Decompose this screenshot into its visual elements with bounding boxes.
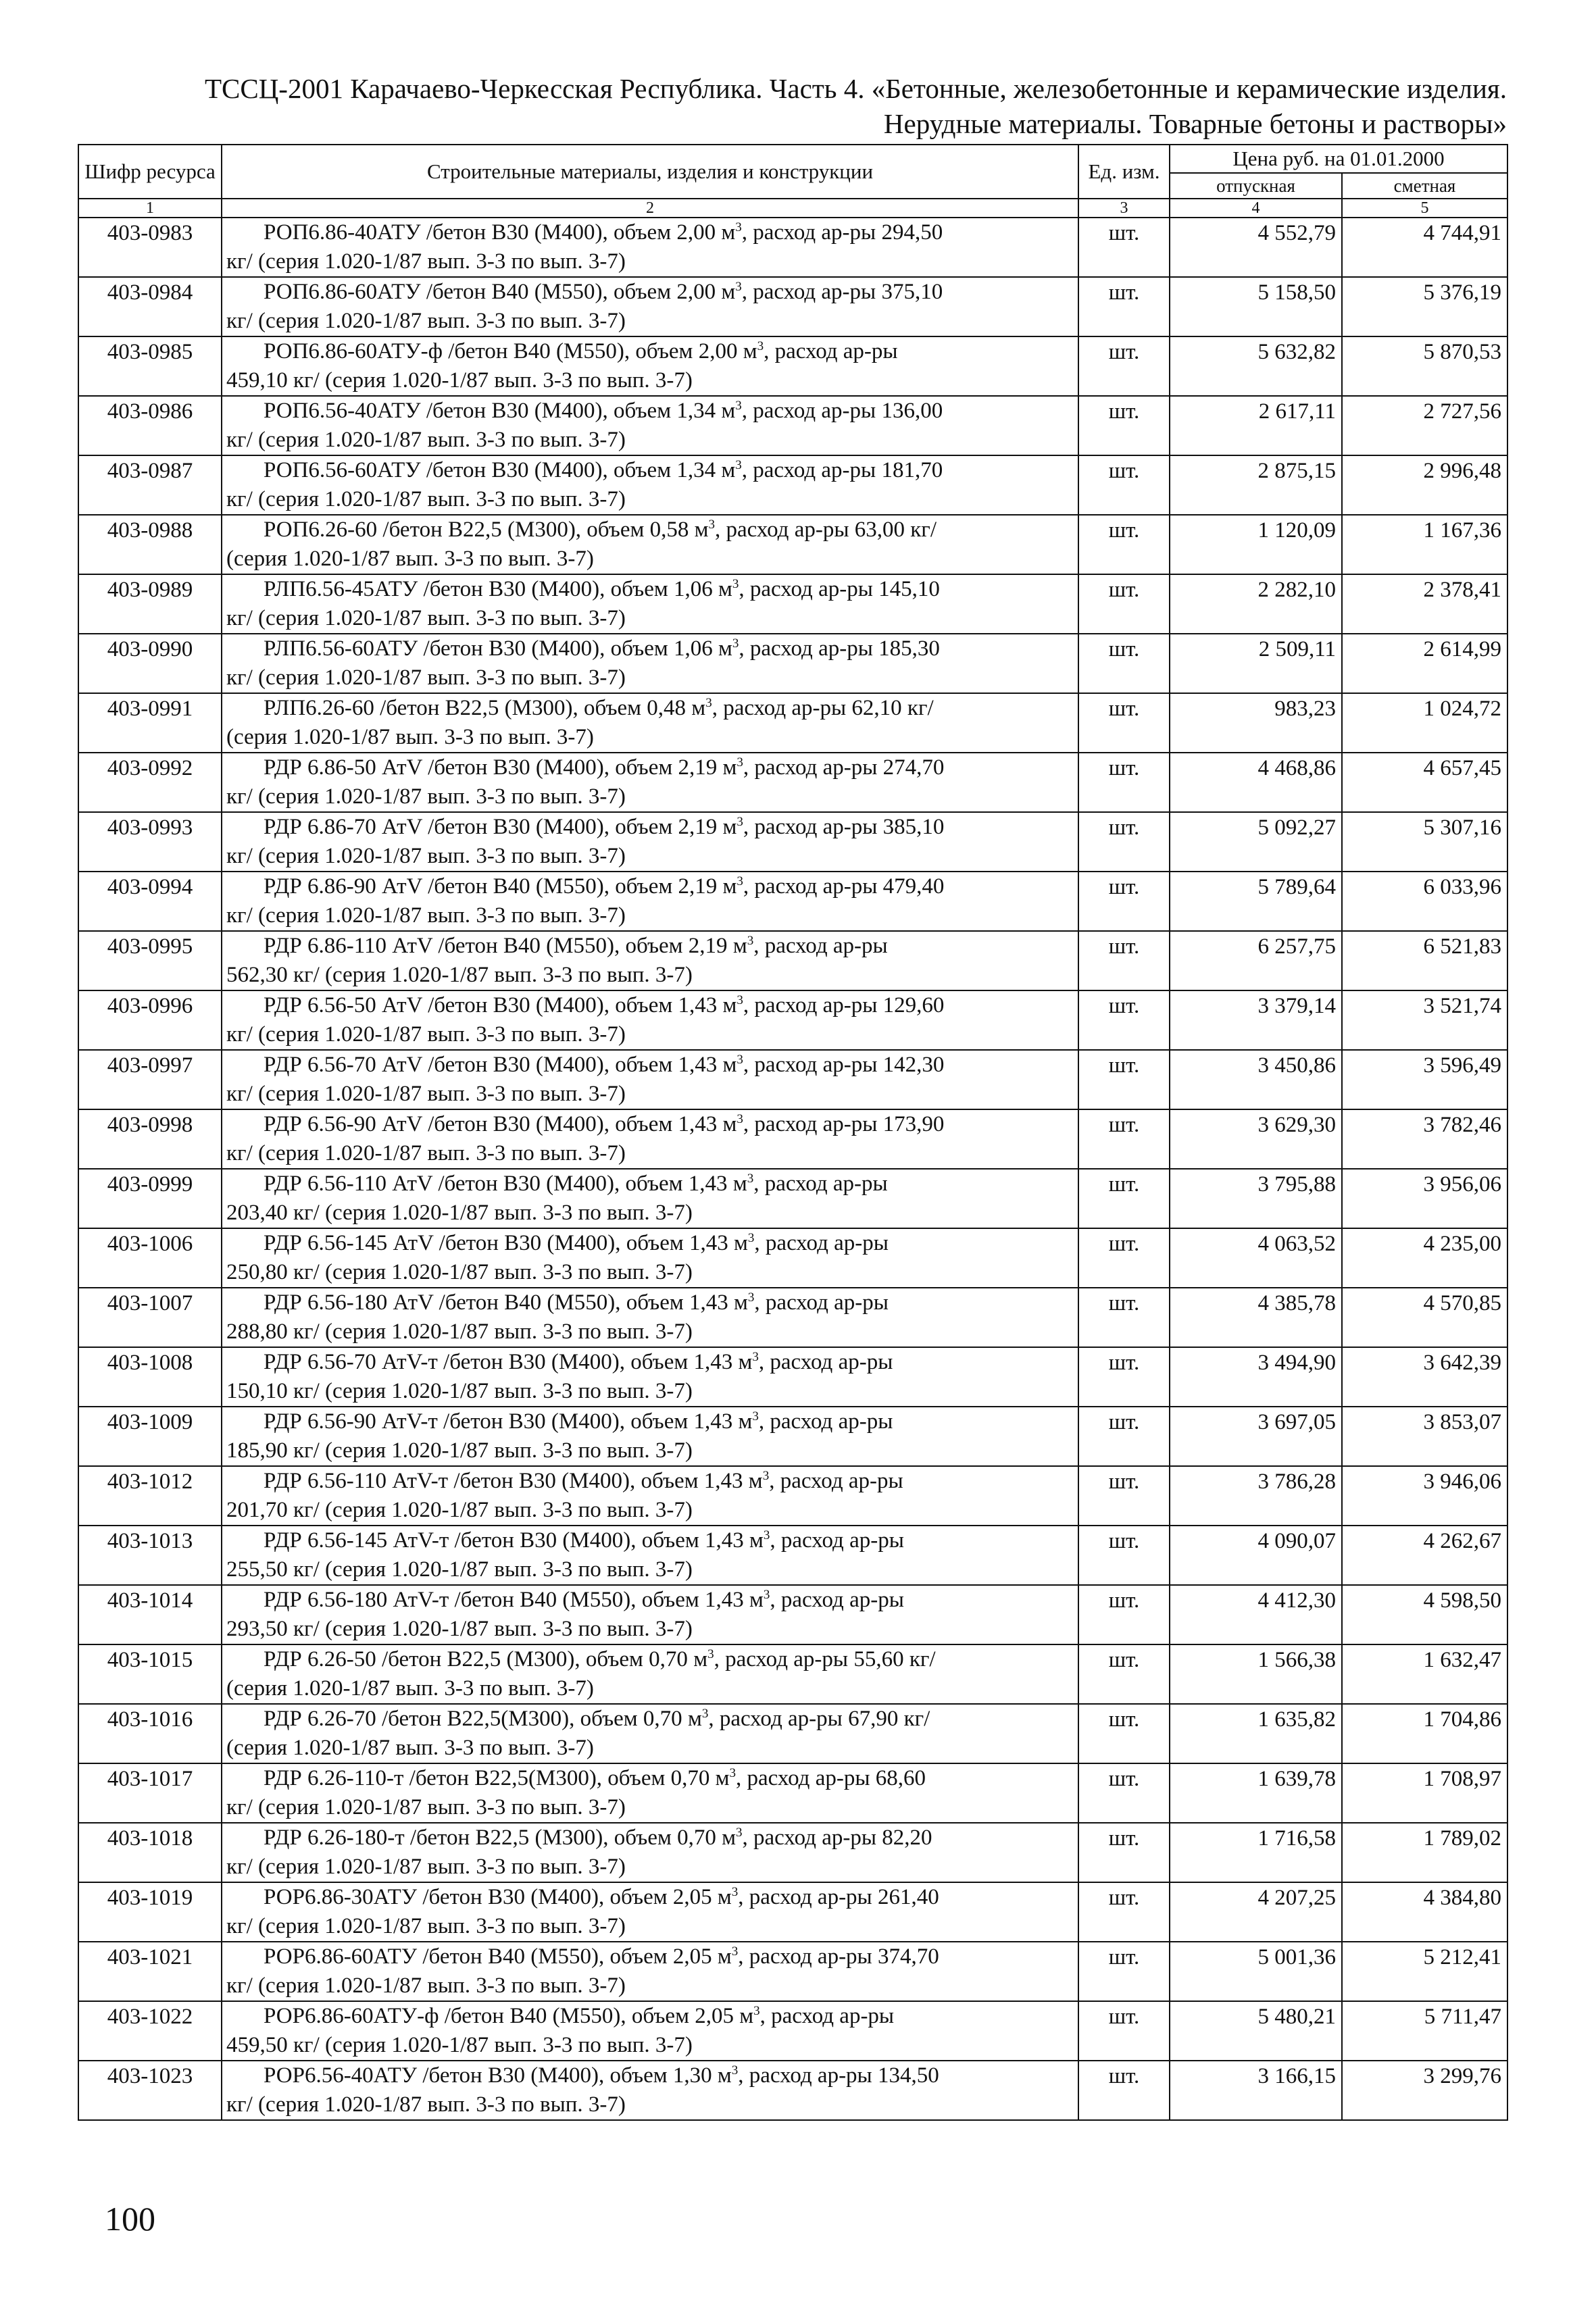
description-line-1: РДР 6.86-90 АтV /бетон В40 (М550), объем 2,19 $м^3$, расход ар-ры 479,40 xyxy=(264,874,945,899)
wholesale-price: 5 480,21 xyxy=(1170,2001,1342,2061)
wholesale-price: 2 617,11 xyxy=(1170,396,1342,455)
material-description xyxy=(222,1466,1078,1526)
material-description xyxy=(222,2001,1078,2061)
page-number: 100 xyxy=(105,2200,155,2238)
unit-of-measure: шт. xyxy=(1078,1882,1170,1942)
description-line-2: 150,10 кг/ (серия 1.020-1/87 вып. 3-3 по вып. 3-7) xyxy=(226,1379,693,1403)
unit-of-measure: шт. xyxy=(1078,1466,1170,1526)
resource-code: 403-0991 xyxy=(78,693,222,753)
resource-code: 403-0992 xyxy=(78,753,222,812)
table-row xyxy=(78,872,1507,931)
description-line-1: РОП6.86-60АТУ /бетон В40 (М550), объем 2,00 $м^3$, расход ар-ры 375,10 xyxy=(264,280,943,304)
description-line-1: РДР 6.26-50 /бетон В22,5 (М300), объем 0,70 $м^3$, расход ар-ры 55,60 кг/ xyxy=(264,1647,936,1671)
wholesale-price: 3 494,90 xyxy=(1170,1347,1342,1407)
table-row xyxy=(78,1228,1507,1288)
estimate-price: 5 376,19 xyxy=(1342,277,1507,336)
unit-of-measure: шт. xyxy=(1078,396,1170,455)
wholesale-price: 1 566,38 xyxy=(1170,1644,1342,1704)
table-row xyxy=(78,1407,1507,1466)
unit-of-measure: шт. xyxy=(1078,455,1170,515)
unit-of-measure: шт. xyxy=(1078,1526,1170,1585)
description-line-1: РДР 6.86-70 АтV /бетон В30 (М400), объем 2,19 $м^3$, расход ар-ры 385,10 xyxy=(264,815,945,839)
resource-code: 403-0985 xyxy=(78,336,222,396)
estimate-price: 3 946,06 xyxy=(1342,1466,1507,1526)
unit-of-measure: шт. xyxy=(1078,277,1170,336)
description-line-1: РДР 6.26-110-т /бетон В22,5(М300), объем 0,70 $м^3$, расход ар-ры 68,60 xyxy=(264,1766,926,1790)
description-line-2: 255,50 кг/ (серия 1.020-1/87 вып. 3-3 по вып. 3-7) xyxy=(226,1557,693,1582)
description-line-2: 201,70 кг/ (серия 1.020-1/87 вып. 3-3 по вып. 3-7) xyxy=(226,1498,693,1522)
material-description xyxy=(222,1050,1078,1109)
resource-code: 403-0996 xyxy=(78,990,222,1050)
resource-code: 403-1013 xyxy=(78,1526,222,1585)
table-row xyxy=(78,1644,1507,1704)
unit-of-measure: шт. xyxy=(1078,1704,1170,1763)
description-line-1: РДР 6.56-90 АтV /бетон В30 (М400), объем 1,43 $м^3$, расход ар-ры 173,90 xyxy=(264,1112,945,1136)
wholesale-price: 6 257,75 xyxy=(1170,931,1342,990)
resource-code: 403-0999 xyxy=(78,1169,222,1228)
resource-code: 403-1008 xyxy=(78,1347,222,1407)
unit-of-measure: шт. xyxy=(1078,1228,1170,1288)
resource-code: 403-0983 xyxy=(78,218,222,277)
description-line-1: РОП6.26-60 /бетон В22,5 (М300), объем 0,58 $м^3$, расход ар-ры 63,00 кг/ xyxy=(264,518,937,542)
unit-of-measure: шт. xyxy=(1078,693,1170,753)
description-line-2: кг/ (серия 1.020-1/87 вып. 3-3 по вып. 3-7) xyxy=(226,1855,626,1879)
estimate-price: 3 299,76 xyxy=(1342,2061,1507,2120)
column-number: 5 xyxy=(1342,199,1507,218)
table-row xyxy=(78,1169,1507,1228)
material-description xyxy=(222,396,1078,455)
table-row xyxy=(78,1109,1507,1169)
description-line-2: (серия 1.020-1/87 вып. 3-3 по вып. 3-7) xyxy=(226,547,594,571)
description-line-2: кг/ (серия 1.020-1/87 вып. 3-3 по вып. 3-7) xyxy=(226,249,626,274)
table-row xyxy=(78,812,1507,872)
table-row xyxy=(78,1882,1507,1942)
resource-code: 403-1007 xyxy=(78,1288,222,1347)
description-line-2: 562,30 кг/ (серия 1.020-1/87 вып. 3-3 по вып. 3-7) xyxy=(226,963,693,987)
description-line-1: РДР 6.56-70 АтV /бетон В30 (М400), объем 1,43 $м^3$, расход ар-ры 142,30 xyxy=(264,1053,945,1077)
material-description xyxy=(222,1882,1078,1942)
unit-of-measure: шт. xyxy=(1078,753,1170,812)
table-row xyxy=(78,1763,1507,1823)
description-line-1: РДР 6.56-110 АтV /бетон В30 (М400), объем 1,43 $м^3$, расход ар-ры xyxy=(264,1172,888,1196)
table-row xyxy=(78,336,1507,396)
wholesale-price: 5 158,50 xyxy=(1170,277,1342,336)
wholesale-price: 3 795,88 xyxy=(1170,1169,1342,1228)
wholesale-price: 3 166,15 xyxy=(1170,2061,1342,2120)
description-line-2: кг/ (серия 1.020-1/87 вып. 3-3 по вып. 3-7) xyxy=(226,1022,626,1047)
description-line-1: РДР 6.56-90 АтV-т /бетон В30 (М400), объем 1,43 $м^3$, расход ар-ры xyxy=(264,1409,893,1434)
table-row xyxy=(78,634,1507,693)
material-description xyxy=(222,753,1078,812)
description-line-2: 185,90 кг/ (серия 1.020-1/87 вып. 3-3 по вып. 3-7) xyxy=(226,1438,693,1463)
estimate-price: 4 235,00 xyxy=(1342,1228,1507,1288)
description-line-1: РОП6.56-60АТУ /бетон В30 (М400), объем 1,34 $м^3$, расход ар-ры 181,70 xyxy=(264,458,943,482)
resource-code: 403-0995 xyxy=(78,931,222,990)
price-table xyxy=(78,144,1508,2121)
estimate-price: 2 727,56 xyxy=(1342,396,1507,455)
estimate-price: 3 853,07 xyxy=(1342,1407,1507,1466)
estimate-price: 4 598,50 xyxy=(1342,1585,1507,1644)
description-line-2: (серия 1.020-1/87 вып. 3-3 по вып. 3-7) xyxy=(226,725,594,749)
resource-code: 403-1017 xyxy=(78,1763,222,1823)
description-line-1: РОР6.86-60АТУ /бетон В40 (М550), объем 2,05 $м^3$, расход ар-ры 374,70 xyxy=(264,1944,939,1969)
material-description xyxy=(222,277,1078,336)
material-description xyxy=(222,990,1078,1050)
material-description xyxy=(222,1585,1078,1644)
wholesale-price: 5 001,36 xyxy=(1170,1942,1342,2001)
wholesale-price: 4 385,78 xyxy=(1170,1288,1342,1347)
table-row xyxy=(78,1050,1507,1109)
table-row xyxy=(78,396,1507,455)
description-line-2: кг/ (серия 1.020-1/87 вып. 3-3 по вып. 3-7) xyxy=(226,665,626,690)
material-description xyxy=(222,336,1078,396)
wholesale-price: 4 063,52 xyxy=(1170,1228,1342,1288)
table-row xyxy=(78,1942,1507,2001)
resource-code: 403-0994 xyxy=(78,872,222,931)
description-line-1: РДР 6.26-70 /бетон В22,5(М300), объем 0,70 $м^3$, расход ар-ры 67,90 кг/ xyxy=(264,1707,930,1731)
description-line-2: 459,10 кг/ (серия 1.020-1/87 вып. 3-3 по вып. 3-7) xyxy=(226,368,693,393)
wholesale-price: 3 786,28 xyxy=(1170,1466,1342,1526)
resource-code: 403-1009 xyxy=(78,1407,222,1466)
estimate-price: 1 708,97 xyxy=(1342,1763,1507,1823)
wholesale-price: 2 509,11 xyxy=(1170,634,1342,693)
col-header-code: Шифр ресурса xyxy=(78,145,222,199)
unit-of-measure: шт. xyxy=(1078,872,1170,931)
material-description xyxy=(222,1823,1078,1882)
description-line-2: кг/ (серия 1.020-1/87 вып. 3-3 по вып. 3-7) xyxy=(226,1141,626,1165)
resource-code: 403-1006 xyxy=(78,1228,222,1288)
wholesale-price: 4 207,25 xyxy=(1170,1882,1342,1942)
description-line-1: РЛП6.26-60 /бетон В22,5 (М300), объем 0,48 $м^3$, расход ар-ры 62,10 кг/ xyxy=(264,696,934,720)
description-line-2: кг/ (серия 1.020-1/87 вып. 3-3 по вып. 3-7) xyxy=(226,784,626,809)
wholesale-price: 1 716,58 xyxy=(1170,1823,1342,1882)
material-description xyxy=(222,574,1078,634)
table-row xyxy=(78,1347,1507,1407)
estimate-price: 1 704,86 xyxy=(1342,1704,1507,1763)
header-line-2: Нерудные материалы. Товарные бетоны и растворы» xyxy=(883,108,1507,139)
unit-of-measure: шт. xyxy=(1078,2001,1170,2061)
column-number: 1 xyxy=(78,199,222,218)
estimate-price: 6 033,96 xyxy=(1342,872,1507,931)
material-description xyxy=(222,1763,1078,1823)
description-line-2: кг/ (серия 1.020-1/87 вып. 3-3 по вып. 3-7) xyxy=(226,1914,626,1938)
table-row xyxy=(78,1704,1507,1763)
unit-of-measure: шт. xyxy=(1078,1109,1170,1169)
table-row xyxy=(78,2001,1507,2061)
unit-of-measure: шт. xyxy=(1078,1347,1170,1407)
material-description xyxy=(222,455,1078,515)
wholesale-price: 5 092,27 xyxy=(1170,812,1342,872)
estimate-price: 4 570,85 xyxy=(1342,1288,1507,1347)
unit-of-measure: шт. xyxy=(1078,1644,1170,1704)
description-line-1: РЛП6.56-45АТУ /бетон В30 (М400), объем 1,06 $м^3$, расход ар-ры 145,10 xyxy=(264,577,940,601)
estimate-price: 4 384,80 xyxy=(1342,1882,1507,1942)
material-description xyxy=(222,1407,1078,1466)
material-description xyxy=(222,218,1078,277)
estimate-price: 5 870,53 xyxy=(1342,336,1507,396)
estimate-price: 4 657,45 xyxy=(1342,753,1507,812)
resource-code: 403-0987 xyxy=(78,455,222,515)
table-row xyxy=(78,1823,1507,1882)
material-description xyxy=(222,1644,1078,1704)
material-description xyxy=(222,1347,1078,1407)
description-line-2: кг/ (серия 1.020-1/87 вып. 3-3 по вып. 3-7) xyxy=(226,1082,626,1106)
unit-of-measure: шт. xyxy=(1078,2061,1170,2120)
estimate-price: 2 614,99 xyxy=(1342,634,1507,693)
wholesale-price: 3 450,86 xyxy=(1170,1050,1342,1109)
material-description xyxy=(222,634,1078,693)
wholesale-price: 1 635,82 xyxy=(1170,1704,1342,1763)
description-line-1: РОР6.86-60АТУ-ф /бетон В40 (М550), объем 2,05 $м^3$, расход ар-ры xyxy=(264,2004,895,2028)
description-line-2: 459,50 кг/ (серия 1.020-1/87 вып. 3-3 по вып. 3-7) xyxy=(226,2033,693,2057)
table-row xyxy=(78,1526,1507,1585)
column-number-row xyxy=(78,199,1507,218)
table-row xyxy=(78,1466,1507,1526)
resource-code: 403-0984 xyxy=(78,277,222,336)
description-line-1: РДР 6.56-50 АтV /бетон В30 (М400), объем 1,43 $м^3$, расход ар-ры 129,60 xyxy=(264,993,945,1017)
col-header-price: Цена руб. на 01.01.2000 xyxy=(1170,145,1507,173)
material-description xyxy=(222,1526,1078,1585)
wholesale-price: 983,23 xyxy=(1170,693,1342,753)
description-line-2: 203,40 кг/ (серия 1.020-1/87 вып. 3-3 по вып. 3-7) xyxy=(226,1201,693,1225)
description-line-1: РДР 6.56-145 АтV /бетон В30 (М400), объем 1,43 $м^3$, расход ар-ры xyxy=(264,1231,889,1255)
resource-code: 403-0993 xyxy=(78,812,222,872)
unit-of-measure: шт. xyxy=(1078,1050,1170,1109)
wholesale-price: 4 468,86 xyxy=(1170,753,1342,812)
wholesale-price: 2 875,15 xyxy=(1170,455,1342,515)
unit-of-measure: шт. xyxy=(1078,1585,1170,1644)
material-description xyxy=(222,872,1078,931)
unit-of-measure: шт. xyxy=(1078,574,1170,634)
material-description xyxy=(222,1288,1078,1347)
description-line-2: 288,80 кг/ (серия 1.020-1/87 вып. 3-3 по вып. 3-7) xyxy=(226,1319,693,1344)
estimate-price: 3 596,49 xyxy=(1342,1050,1507,1109)
material-description xyxy=(222,1228,1078,1288)
material-description xyxy=(222,515,1078,574)
column-number: 3 xyxy=(1078,199,1170,218)
description-line-2: кг/ (серия 1.020-1/87 вып. 3-3 по вып. 3-7) xyxy=(226,2092,626,2117)
table-row xyxy=(78,1585,1507,1644)
wholesale-price: 4 090,07 xyxy=(1170,1526,1342,1585)
material-description xyxy=(222,2061,1078,2120)
table-row xyxy=(78,277,1507,336)
description-line-1: РОР6.56-40АТУ /бетон В30 (М400), объем 1,30 $м^3$, расход ар-ры 134,50 xyxy=(264,2063,939,2088)
wholesale-price: 3 629,30 xyxy=(1170,1109,1342,1169)
description-line-2: кг/ (серия 1.020-1/87 вып. 3-3 по вып. 3-7) xyxy=(226,844,626,868)
wholesale-price: 5 632,82 xyxy=(1170,336,1342,396)
material-description xyxy=(222,1942,1078,2001)
document-header xyxy=(74,71,1507,141)
estimate-price: 2 996,48 xyxy=(1342,455,1507,515)
unit-of-measure: шт. xyxy=(1078,1763,1170,1823)
estimate-price: 5 212,41 xyxy=(1342,1942,1507,2001)
wholesale-price: 1 120,09 xyxy=(1170,515,1342,574)
unit-of-measure: шт. xyxy=(1078,812,1170,872)
unit-of-measure: шт. xyxy=(1078,1942,1170,2001)
description-line-2: (серия 1.020-1/87 вып. 3-3 по вып. 3-7) xyxy=(226,1676,594,1701)
material-description xyxy=(222,931,1078,990)
resource-code: 403-0989 xyxy=(78,574,222,634)
description-line-1: РДР 6.56-180 АтV-т /бетон В40 (М550), объем 1,43 $м^3$, расход ар-ры xyxy=(264,1588,904,1612)
resource-code: 403-1021 xyxy=(78,1942,222,2001)
resource-code: 403-1014 xyxy=(78,1585,222,1644)
description-line-1: РДР 6.86-50 АтV /бетон В30 (М400), объем 2,19 $м^3$, расход ар-ры 274,70 xyxy=(264,755,945,780)
estimate-price: 4 744,91 xyxy=(1342,218,1507,277)
table-row xyxy=(78,2061,1507,2120)
estimate-price: 2 378,41 xyxy=(1342,574,1507,634)
estimate-price: 3 521,74 xyxy=(1342,990,1507,1050)
wholesale-price: 3 379,14 xyxy=(1170,990,1342,1050)
resource-code: 403-1022 xyxy=(78,2001,222,2061)
unit-of-measure: шт. xyxy=(1078,1407,1170,1466)
table-body xyxy=(78,218,1507,2120)
description-line-1: РДР 6.56-70 АтV-т /бетон В30 (М400), объем 1,43 $м^3$, расход ар-ры xyxy=(264,1350,893,1374)
description-line-1: РДР 6.56-145 АтV-т /бетон В30 (М400), объем 1,43 $м^3$, расход ар-ры xyxy=(264,1528,904,1553)
description-line-1: РОП6.86-40АТУ /бетон В30 (М400), объем 2,00 $м^3$, расход ар-ры 294,50 xyxy=(264,220,943,245)
unit-of-measure: шт. xyxy=(1078,990,1170,1050)
description-line-2: 250,80 кг/ (серия 1.020-1/87 вып. 3-3 по вып. 3-7) xyxy=(226,1260,693,1284)
description-line-1: РДР 6.56-180 АтV /бетон В40 (М550), объем 1,43 $м^3$, расход ар-ры xyxy=(264,1290,889,1315)
wholesale-price: 4 552,79 xyxy=(1170,218,1342,277)
resource-code: 403-1016 xyxy=(78,1704,222,1763)
resource-code: 403-1023 xyxy=(78,2061,222,2120)
column-number: 4 xyxy=(1170,199,1342,218)
wholesale-price: 1 639,78 xyxy=(1170,1763,1342,1823)
estimate-price: 3 782,46 xyxy=(1342,1109,1507,1169)
table-row xyxy=(78,753,1507,812)
unit-of-measure: шт. xyxy=(1078,218,1170,277)
description-line-2: кг/ (серия 1.020-1/87 вып. 3-3 по вып. 3-7) xyxy=(226,309,626,333)
estimate-price: 1 632,47 xyxy=(1342,1644,1507,1704)
unit-of-measure: шт. xyxy=(1078,931,1170,990)
description-line-2: кг/ (серия 1.020-1/87 вып. 3-3 по вып. 3-7) xyxy=(226,903,626,928)
estimate-price: 1 024,72 xyxy=(1342,693,1507,753)
material-description xyxy=(222,1169,1078,1228)
resource-code: 403-0997 xyxy=(78,1050,222,1109)
description-line-2: кг/ (серия 1.020-1/87 вып. 3-3 по вып. 3-7) xyxy=(226,428,626,452)
unit-of-measure: шт. xyxy=(1078,634,1170,693)
col-header-wholesale: отпускная xyxy=(1170,173,1342,199)
description-line-2: (серия 1.020-1/87 вып. 3-3 по вып. 3-7) xyxy=(226,1736,594,1760)
estimate-price: 6 521,83 xyxy=(1342,931,1507,990)
estimate-price: 4 262,67 xyxy=(1342,1526,1507,1585)
resource-code: 403-1015 xyxy=(78,1644,222,1704)
table-row xyxy=(78,574,1507,634)
table-row xyxy=(78,931,1507,990)
estimate-price: 5 711,47 xyxy=(1342,2001,1507,2061)
material-description xyxy=(222,1109,1078,1169)
description-line-2: кг/ (серия 1.020-1/87 вып. 3-3 по вып. 3-7) xyxy=(226,1795,626,1819)
col-header-estimate: сметная xyxy=(1342,173,1507,199)
wholesale-price: 2 282,10 xyxy=(1170,574,1342,634)
resource-code: 403-0988 xyxy=(78,515,222,574)
table-row xyxy=(78,455,1507,515)
wholesale-price: 3 697,05 xyxy=(1170,1407,1342,1466)
table-row xyxy=(78,515,1507,574)
estimate-price: 5 307,16 xyxy=(1342,812,1507,872)
description-line-1: РОР6.86-30АТУ /бетон В30 (М400), объем 2,05 $м^3$, расход ар-ры 261,40 xyxy=(264,1885,939,1909)
resource-code: 403-0986 xyxy=(78,396,222,455)
unit-of-measure: шт. xyxy=(1078,1823,1170,1882)
description-line-2: кг/ (серия 1.020-1/87 вып. 3-3 по вып. 3-7) xyxy=(226,606,626,630)
material-description xyxy=(222,812,1078,872)
column-number: 2 xyxy=(222,199,1078,218)
wholesale-price: 5 789,64 xyxy=(1170,872,1342,931)
description-line-1: РДР 6.26-180-т /бетон В22,5 (М300), объем 0,70 $м^3$, расход ар-ры 82,20 xyxy=(264,1826,932,1850)
estimate-price: 1 789,02 xyxy=(1342,1823,1507,1882)
resource-code: 403-1019 xyxy=(78,1882,222,1942)
unit-of-measure: шт. xyxy=(1078,1288,1170,1347)
resource-code: 403-0990 xyxy=(78,634,222,693)
table-header xyxy=(78,145,1507,218)
description-line-1: РЛП6.56-60АТУ /бетон В30 (М400), объем 1,06 $м^3$, расход ар-ры 185,30 xyxy=(264,636,940,661)
resource-code: 403-1012 xyxy=(78,1466,222,1526)
table-row xyxy=(78,218,1507,277)
table-row xyxy=(78,990,1507,1050)
description-line-2: кг/ (серия 1.020-1/87 вып. 3-3 по вып. 3-7) xyxy=(226,487,626,511)
description-line-1: РОП6.56-40АТУ /бетон В30 (М400), объем 1,34 $м^3$, расход ар-ры 136,00 xyxy=(264,399,943,423)
resource-code: 403-0998 xyxy=(78,1109,222,1169)
table-row xyxy=(78,693,1507,753)
description-line-1: РДР 6.56-110 АтV-т /бетон В30 (М400), объем 1,43 $м^3$, расход ар-ры xyxy=(264,1469,903,1493)
col-header-unit: Ед. изм. xyxy=(1078,145,1170,199)
material-description xyxy=(222,1704,1078,1763)
estimate-price: 3 642,39 xyxy=(1342,1347,1507,1407)
description-line-1: РДР 6.86-110 АтV /бетон В40 (М550), объем 2,19 $м^3$, расход ар-ры xyxy=(264,934,888,958)
resource-code: 403-1018 xyxy=(78,1823,222,1882)
estimate-price: 3 956,06 xyxy=(1342,1169,1507,1228)
unit-of-measure: шт. xyxy=(1078,336,1170,396)
estimate-price: 1 167,36 xyxy=(1342,515,1507,574)
wholesale-price: 4 412,30 xyxy=(1170,1585,1342,1644)
description-line-2: кг/ (серия 1.020-1/87 вып. 3-3 по вып. 3-7) xyxy=(226,1973,626,1998)
col-header-description: Строительные материалы, изделия и конструкции xyxy=(222,145,1078,199)
description-line-1: РОП6.86-60АТУ-ф /бетон В40 (М550), объем 2,00 $м^3$, расход ар-ры xyxy=(264,339,898,363)
material-description xyxy=(222,693,1078,753)
unit-of-measure: шт. xyxy=(1078,515,1170,574)
description-line-2: 293,50 кг/ (серия 1.020-1/87 вып. 3-3 по вып. 3-7) xyxy=(226,1617,693,1641)
header-line-1: ТССЦ-2001 Карачаево-Черкесская Республика. Часть 4. «Бетонные, железобетонные и керамические изделия. xyxy=(204,73,1507,104)
table-row xyxy=(78,1288,1507,1347)
unit-of-measure: шт. xyxy=(1078,1169,1170,1228)
